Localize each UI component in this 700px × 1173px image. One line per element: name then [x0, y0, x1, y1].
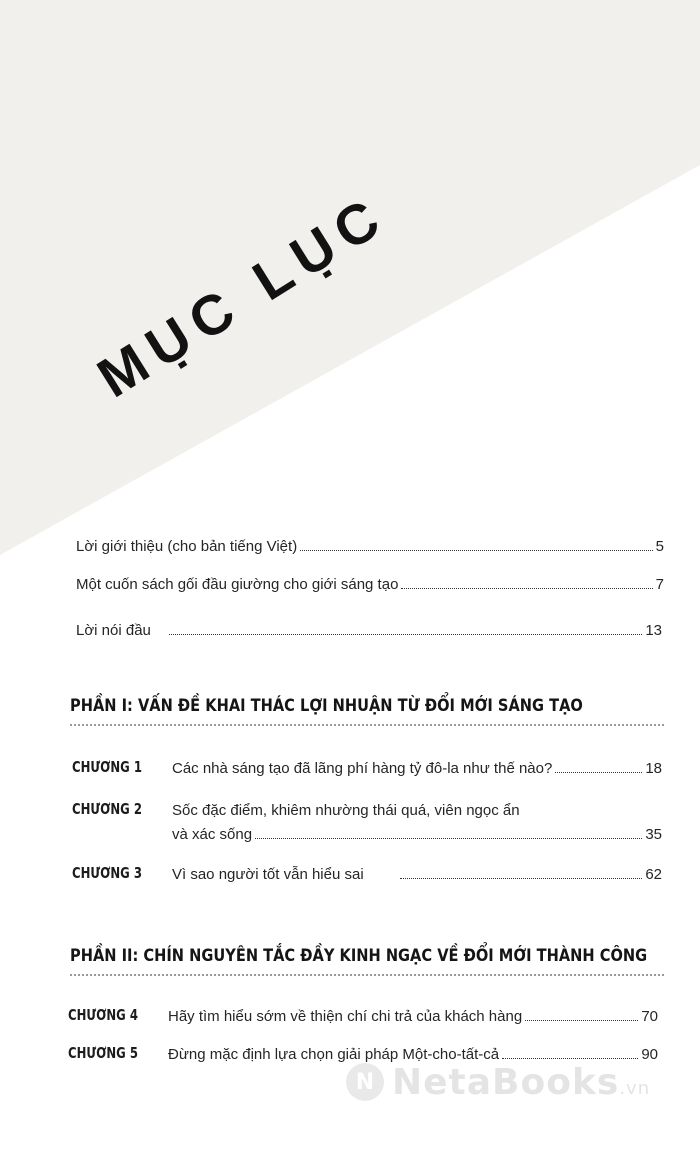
toc-entry[interactable] — [76, 576, 664, 593]
watermark-text — [392, 1062, 650, 1103]
toc-entry-text: Sốc đặc điểm, khiêm nhường thái quá, viên ngọc ẩn — [172, 802, 520, 819]
leader-dots — [400, 878, 643, 879]
toc-entry-text: Các nhà sáng tạo đã lãng phí hàng tỷ đô-la như thế nào? — [172, 760, 553, 777]
toc-page-number: 18 — [645, 760, 662, 777]
toc-entry[interactable] — [172, 760, 662, 777]
toc-entry-text: và xác sống — [172, 826, 253, 843]
toc-page-number: 35 — [645, 826, 662, 843]
chapter-label: CHƯƠNG 1 — [72, 758, 142, 776]
toc-entry-text: Vì sao người tốt vẫn hiểu sai — [172, 866, 364, 883]
page-title: MỤC LỤC — [86, 181, 399, 410]
watermark — [346, 1052, 696, 1112]
chapter-label: CHƯƠNG 5 — [68, 1044, 138, 1062]
toc-entry-text: Đừng mặc định lựa chọn giải pháp Một-cho-tất-cả — [168, 1046, 500, 1063]
leader-dots — [300, 550, 652, 551]
toc-entry[interactable] — [76, 622, 662, 639]
leader-dots — [555, 772, 642, 773]
toc-entry-text: Hãy tìm hiểu sớm về thiện chí chi trả của khách hàng — [168, 1008, 523, 1025]
toc-page-number: 7 — [655, 576, 664, 593]
toc-page-number: 62 — [645, 866, 662, 883]
watermark-logo-icon: N — [346, 1063, 384, 1101]
watermark-brand: NetaBooks — [392, 1061, 620, 1103]
chapter-label: CHƯƠNG 2 — [72, 800, 142, 818]
toc-page-number: 5 — [655, 538, 664, 555]
watermark-suffix: .vn — [619, 1077, 651, 1099]
leader-dots — [169, 634, 642, 635]
toc-page-number: 13 — [645, 622, 662, 639]
part-divider — [70, 974, 664, 976]
leader-dots — [255, 838, 642, 839]
toc-page-number: 90 — [641, 1046, 658, 1063]
toc-entry[interactable] — [172, 866, 662, 883]
part-heading: PHẦN I: VẤN ĐỀ KHAI THÁC LỢI NHUẬN TỪ ĐỔI MỚI SÁNG TẠO — [70, 696, 583, 716]
toc-entry[interactable] — [168, 1008, 658, 1025]
part-heading: PHẦN II: CHÍN NGUYÊN TẮC ĐẦY KINH NGẠC VỀ ĐỔI MỚI THÀNH CÔNG — [70, 946, 648, 966]
toc-entry-text: Lời giới thiệu (cho bản tiếng Việt) — [76, 538, 298, 555]
chapter-label: CHƯƠNG 3 — [72, 864, 142, 882]
leader-dots — [525, 1020, 638, 1021]
leader-dots — [401, 588, 652, 589]
toc-entry-text: Lời nói đầu — [76, 622, 151, 639]
toc-page-number: 70 — [641, 1008, 658, 1025]
toc-entry-text: Một cuốn sách gối đầu giường cho giới sáng tạo — [76, 576, 399, 593]
toc-entry[interactable] — [76, 538, 664, 555]
part-divider — [70, 724, 664, 726]
chapter-label: CHƯƠNG 4 — [68, 1006, 138, 1024]
toc-entry[interactable] — [172, 826, 662, 843]
